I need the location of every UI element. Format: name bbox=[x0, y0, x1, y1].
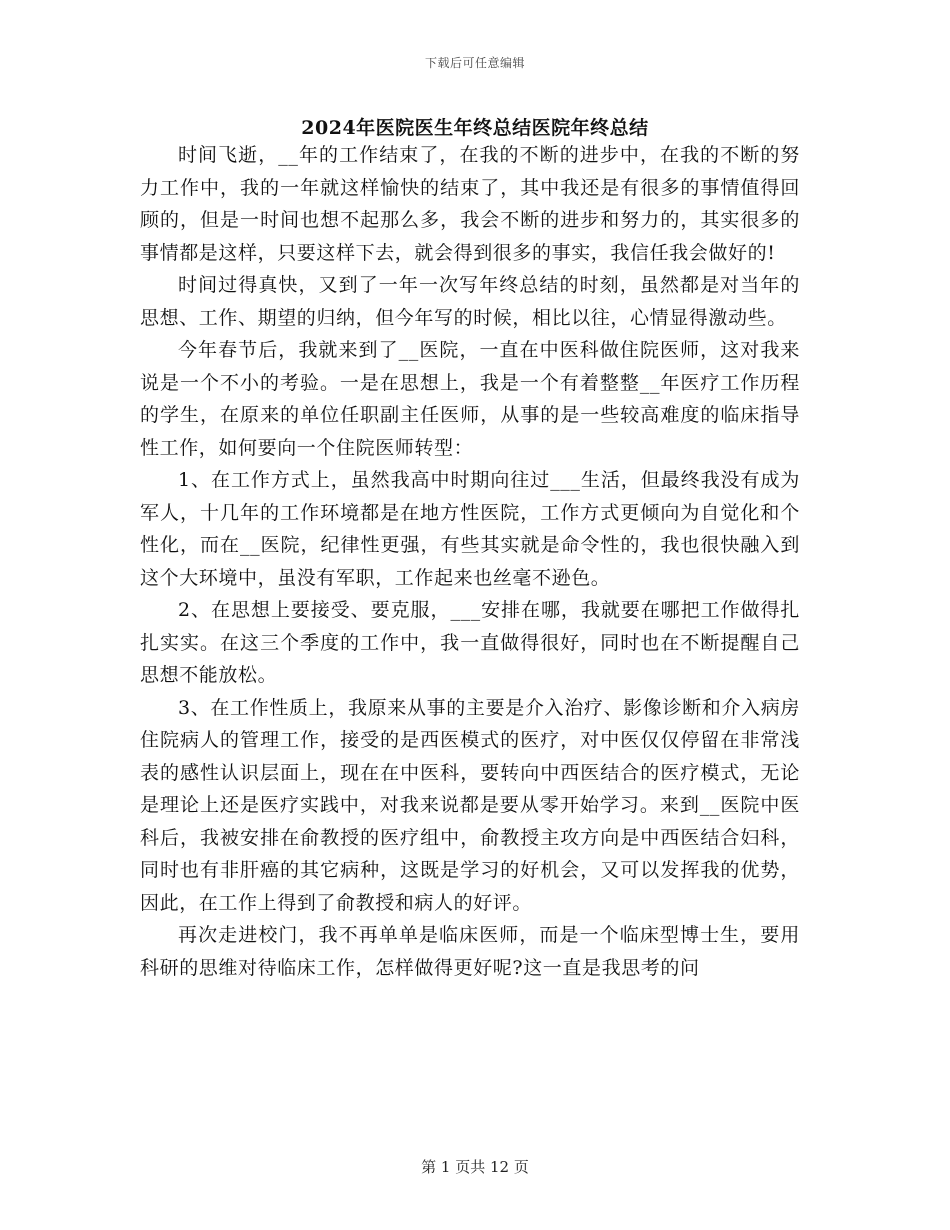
header-note: 下载后可任意编辑 bbox=[424, 56, 525, 70]
paragraph: 时间过得真快，又到了一年一次写年终总结的时刻，虽然都是对当年的思想、工作、期望的归纳，但今年写的时候，相比以往，心情显得激动些。 bbox=[140, 274, 800, 329]
paragraph: 3、在工作性质上，我原来从事的主要是介入治疗、影像诊断和介入病房住院病人的管理工作，接受的是西医模式的医疗，对中医仅仅停留在非常浅表的感性认识层面上，现在在中医科，要转向中西医结合的医疗模式，无论是理论上还是医疗实践中，对我来说都是要从零开始学习。来到__医院中医科后，我被安排在俞教授的医疗组中，俞教授主攻方向是中西医结合妇科，同时也有非肝癌的其它病种，这既是学习的好机会，又可以发挥我的优势，因此，在工作上得到了俞教授和病人的好评。 bbox=[140, 696, 800, 914]
paragraph: 1、在工作方式上，虽然我高中时期向往过___生活，但最终我没有成为军人，十几年的工作环境都是在地方性医院，工作方式更倾向为自觉化和个性化，而在__医院，纪律性更强，有些其实就是命令性的，我也很快融入到这个大环境中，虽没有军职，工作起来也丝毫不逊色。 bbox=[140, 469, 800, 589]
paragraph: 2、在思想上要接受、要克服，___安排在哪，我就要在哪把工作做得扎扎实实。在这三个季度的工作中，我一直做得很好，同时也在不断提醒自己思想不能放松。 bbox=[140, 599, 800, 686]
paragraph: 再次走进校门，我不再单单是临床医师，而是一个临床型博士生，要用科研的思维对待临床工作，怎样做得更好呢?这一直是我思考的问 bbox=[140, 924, 800, 979]
document-body bbox=[140, 139, 800, 984]
paragraph: 今年春节后，我就来到了__医院，一直在中医科做住院医师，这对我来说是一个不小的考验。一是在思想上，我是一个有着整整__年医疗工作历程的学生，在原来的单位任职副主任医师，从事的是一些较高难度的临床指导性工作，如何要向一个住院医师转型： bbox=[140, 339, 800, 459]
document-title: 2024年医院医生年终总结医院年终总结 bbox=[301, 117, 649, 139]
page-footer: 第 1 页共 12 页 bbox=[421, 1158, 529, 1176]
paragraph: 时间飞逝，__年的工作结束了，在我的不断的进步中，在我的不断的努力工作中，我的一年就这样愉快的结束了，其中我还是有很多的事情值得回顾的，但是一时间也想不起那么多，我会不断的进步和努力的，其实很多的事情都是这样，只要这样下去，就会得到很多的事实，我信任我会做好的! bbox=[140, 144, 800, 264]
